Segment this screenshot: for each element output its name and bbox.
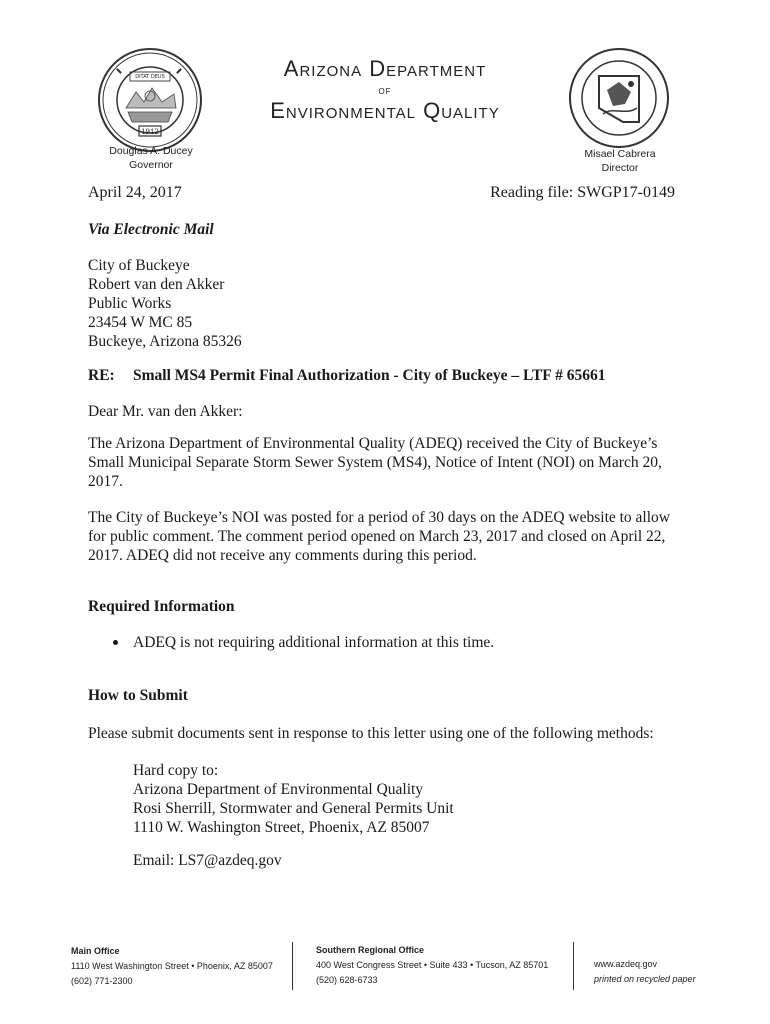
adeq-seal — [567, 46, 671, 150]
how-to-submit-heading: How to Submit — [88, 687, 188, 704]
paragraph-line: The City of Buckeye’s NOI was posted for a period of 30 days on the ADEQ website to allow — [88, 509, 670, 526]
hard-copy-address — [133, 761, 454, 837]
delivery-method: Via Electronic Mail — [88, 221, 214, 238]
agency-name-block — [240, 56, 530, 124]
agency-name-line2: of — [378, 83, 392, 97]
southern-office-heading: Southern Regional Office — [316, 945, 425, 955]
email-line: Email: LS7@azdeq.gov — [133, 852, 282, 869]
director-title: Director — [601, 162, 639, 174]
footer-main-office — [71, 944, 273, 989]
address-line: 23454 W MC 85 — [88, 314, 193, 331]
main-office-address: 1110 West Washington Street • Phoenix, AZ 85007 — [71, 961, 273, 971]
submit-intro: Please submit documents sent in response to this letter using one of the following methods: — [88, 725, 654, 742]
address-line: City of Buckeye — [88, 257, 190, 274]
governor-name: Douglas A. Ducey — [109, 145, 193, 157]
paragraph-receipt — [88, 434, 662, 491]
footer-web — [594, 957, 696, 987]
hard-copy-line: 1110 W. Washington Street, Phoenix, AZ 85007 — [133, 819, 430, 836]
director-name: Misael Cabrera — [584, 148, 656, 160]
footer-divider — [573, 942, 574, 990]
southern-office-address: 400 West Congress Street • Suite 433 • Tucson, AZ 85701 — [316, 960, 549, 970]
paragraph-line: The Arizona Department of Environmental Quality (ADEQ) received the City of Buckeye’s — [88, 435, 658, 452]
paragraph-comment-period — [88, 508, 670, 565]
hard-copy-line: Rosi Sherrill, Stormwater and General Permits Unit — [133, 800, 454, 817]
required-info-bullet: ADEQ is not requiring additional information at this time. — [133, 634, 495, 651]
svg-text:DITAT DEUS: DITAT DEUS — [135, 74, 165, 80]
recipient-address — [88, 256, 242, 351]
re-label: RE: — [88, 367, 115, 384]
director-block — [560, 147, 680, 175]
bullet-icon — [113, 640, 118, 645]
re-subject: Small MS4 Permit Final Authorization - City of Buckeye – LTF # 65661 — [133, 367, 606, 384]
website-link[interactable]: www.azdeq.gov — [594, 959, 658, 969]
reading-file: Reading file: SWGP17-0149 — [490, 184, 675, 201]
governor-block — [86, 144, 216, 172]
footer-southern-office — [316, 943, 548, 988]
paragraph-line: 2017. — [88, 473, 123, 490]
paragraph-line: 2017. ADEQ did not receive any comments during this period. — [88, 547, 477, 564]
southern-office-phone: (520) 628-6733 — [316, 975, 378, 985]
main-office-heading: Main Office — [71, 946, 120, 956]
svg-text:1912: 1912 — [141, 128, 159, 136]
footer-divider — [292, 942, 293, 990]
paragraph-line: Small Municipal Separate Storm Sewer System (MS4), Notice of Intent (NOI) on March 20, — [88, 454, 662, 471]
agency-name-line3: Environmental Quality — [270, 98, 500, 123]
hard-copy-line: Hard copy to: — [133, 762, 219, 779]
governor-title: Governor — [129, 159, 173, 171]
hard-copy-line: Arizona Department of Environmental Quality — [133, 781, 424, 798]
salutation: Dear Mr. van den Akker: — [88, 403, 243, 420]
letter-date: April 24, 2017 — [88, 184, 182, 201]
recycled-note: printed on recycled paper — [594, 974, 696, 984]
main-office-phone: (602) 771-2300 — [71, 976, 133, 986]
required-info-heading: Required Information — [88, 598, 235, 615]
address-line: Buckeye, Arizona 85326 — [88, 333, 242, 350]
paragraph-line: for public comment. The comment period opened on March 23, 2017 and closed on April 22, — [88, 528, 666, 545]
agency-name-line1: Arizona Department — [283, 56, 487, 81]
address-line: Robert van den Akker — [88, 276, 225, 293]
arizona-state-seal — [96, 46, 204, 154]
address-line: Public Works — [88, 295, 172, 312]
